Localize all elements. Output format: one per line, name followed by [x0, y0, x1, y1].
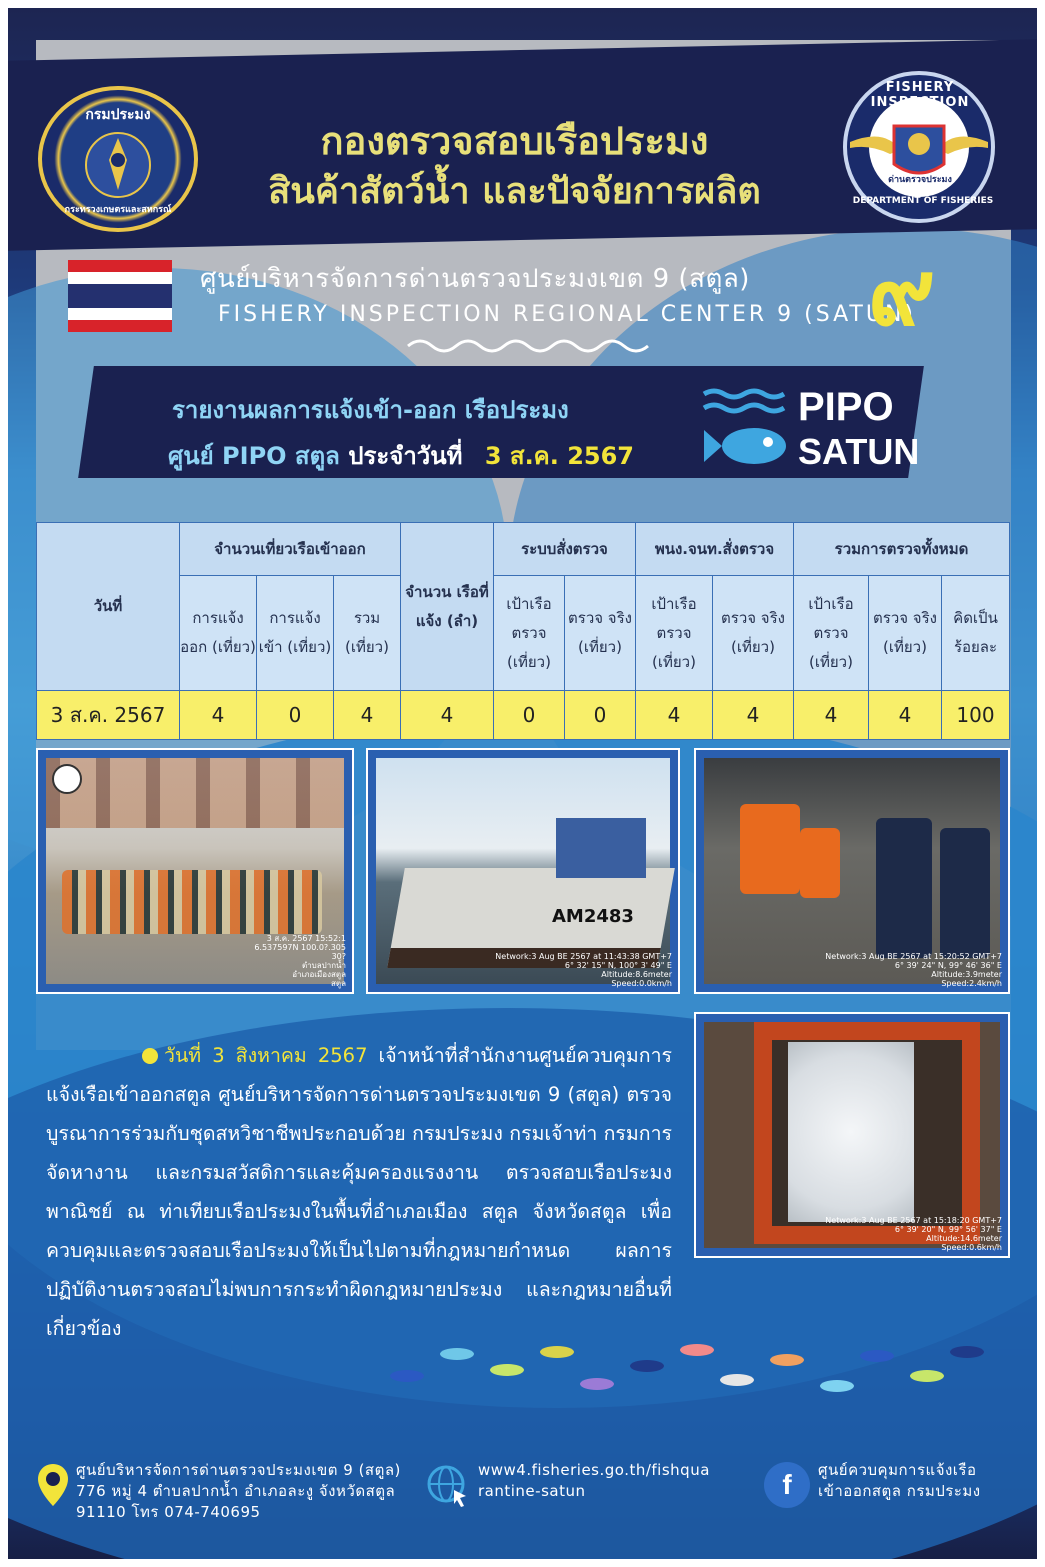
fish-icon — [770, 1354, 804, 1366]
col-header-trips-in: การแจ้ง เข้า (เที่ยว) — [257, 576, 334, 691]
footer-address — [76, 1460, 401, 1523]
col-header-percent: คิดเป็น ร้อยละ — [942, 576, 1010, 691]
thai-flag-icon — [68, 260, 172, 332]
footer — [0, 1414, 1045, 1567]
fish-icon — [720, 1374, 754, 1386]
col-header-system-target: เป้าเรือ ตรวจ (เที่ยว) — [494, 576, 565, 691]
report-description-text: เจ้าหน้าที่สำนักงานศูนย์ควบคุมการแจ้งเรือเข้าออกสตูล ศูนย์บริหารจัดการด่านตรวจประมงเขต 9 (สตูล) ตรวจบูรณาการร่วมกับชุดสหวิชาชีพประกอบด้วย กรมประมง กรมเจ้าท่า กรมการจัดหางาน และกรมสวัสดิการและคุ้มครองแรงงาน ตรวจสอบเรือประมงพาณิชย์ ณ ท่าเทียบเรือประมงในพื้นที่อำเภอเมือง สตูล จังหวัดสตูล เพื่อควบคุมและตรวจสอบเรือประมงให้เป็นไปตามที่กฎหมายกำหนด ผลการปฏิบัติงานตรวจสอบไม่พบการกระทำผิดกฎหมายประมง และกฎหมายอื่นที่เกี่ยวข้อง — [46, 1044, 672, 1340]
website-globe-icon — [426, 1464, 470, 1508]
footer-address-line3: 91110 โทร 074-740695 — [76, 1503, 261, 1521]
cell-officer-target: 4 — [636, 691, 713, 740]
seal-top-text: กรมประมง — [85, 107, 151, 123]
wave-divider-icon — [406, 336, 656, 356]
fish-logo-icon — [700, 384, 792, 476]
seal-bottom-text: กระทรวงเกษตรและสหกรณ์ — [64, 205, 172, 215]
col-header-trips-out: การแจ้ง ออก (เที่ยว) — [180, 576, 257, 691]
fish-icon — [860, 1350, 894, 1362]
col-header-officer-target: เป้าเรือ ตรวจ (เที่ยว) — [636, 576, 713, 691]
footer-website[interactable] — [478, 1460, 710, 1502]
satun-logo-text: SATUN — [798, 431, 920, 472]
location-pin-icon — [36, 1462, 70, 1508]
pipo-logo-text: PIPO — [798, 385, 894, 429]
bullet-icon — [142, 1048, 158, 1064]
region-numeral-text: ๙ — [868, 238, 936, 346]
facebook-icon — [762, 1460, 812, 1510]
footer-address-line2: 776 หมู่ 4 ตำบลปากน้ำ อำเภอละงู จังหวัดสตูล — [76, 1482, 396, 1500]
report-description-date: วันที่ 3 สิงหาคม 2567 — [164, 1044, 368, 1067]
fish-icon — [680, 1344, 714, 1356]
badge-center-text: ด่านตรวจประมง — [888, 175, 952, 185]
page-title-line2: สินค้าสัตว์น้ำ และปัจจัยการผลิต — [268, 171, 761, 212]
fish-icon — [580, 1378, 614, 1390]
col-header-all-actual: ตรวจ จริง (เที่ยว) — [869, 576, 942, 691]
svg-text:f: f — [782, 1469, 792, 1500]
report-subtitle — [168, 436, 634, 475]
photo-document-inspection-image — [704, 758, 1000, 984]
cell-trips-out: 4 — [180, 691, 257, 740]
cell-system-target: 0 — [494, 691, 565, 740]
footer-facebook[interactable] — [818, 1460, 981, 1502]
pipo-satun-logo — [700, 384, 920, 476]
cell-officer-actual: 4 — [713, 691, 794, 740]
photo-crew-group — [36, 748, 354, 994]
photo-fishing-vessel-image — [376, 758, 670, 984]
group-header-system: ระบบสั่งตรวจ — [494, 523, 636, 576]
photo-document-inspection — [694, 748, 1010, 994]
fish-icon — [630, 1360, 664, 1372]
cell-system-actual: 0 — [565, 691, 636, 740]
fish-icon — [440, 1348, 474, 1360]
page-title-line1: กองตรวจสอบเรือประมง — [320, 119, 709, 163]
photo-document-inspection-stamp: Network:3 Aug BE 2567 at 15:20:52 GMT+7 6° 39' 24" N, 99° 46' 36" E Altitude:3.9meter Speed:2.4km/h — [825, 952, 1002, 988]
cell-all-target: 4 — [794, 691, 869, 740]
fish-icon — [950, 1346, 984, 1358]
cell-percent: 100 — [942, 691, 1010, 740]
col-header-boats: จำนวน เรือที่ แจ้ง (ลำ) — [401, 523, 494, 691]
fish-school-decoration — [380, 1340, 1020, 1420]
col-header-officer-actual: ตรวจ จริง (เที่ยว) — [713, 576, 794, 691]
cell-date: 3 ส.ค. 2567 — [37, 691, 180, 740]
col-header-system-actual: ตรวจ จริง (เที่ยว) — [565, 576, 636, 691]
center-name-thai: ศูนย์บริหารจัดการด่านตรวจประมงเขต 9 (สตูล) — [200, 264, 750, 294]
badge-side-text: DEPARTMENT OF FISHERIES — [852, 196, 994, 206]
badge-top-text: FISHERY INSPECTION — [870, 80, 970, 110]
col-header-date: วันที่ — [37, 523, 180, 691]
footer-address-line1: ศูนย์บริหารจัดการด่านตรวจประมงเขต 9 (สตูล) — [76, 1461, 401, 1479]
photo-fish-hold — [694, 1012, 1010, 1258]
photo-fishing-vessel — [366, 748, 680, 994]
cell-trips-in: 0 — [257, 691, 334, 740]
center-name-english: FISHERY INSPECTION REGIONAL CENTER 9 (SATUN) — [218, 302, 916, 327]
fish-icon — [820, 1380, 854, 1392]
footer-facebook-line1: ศูนย์ควบคุมการแจ้งเรือ — [818, 1461, 977, 1479]
fish-icon — [490, 1364, 524, 1376]
photo-fish-hold-stamp: Network:3 Aug BE 2567 at 15:18:20 GMT+7 6° 39' 20" N, 99° 56' 37" E Altitude:14.6meter Speed:0.6km/h — [825, 1216, 1002, 1252]
inspection-stats-table — [36, 522, 1010, 740]
report-title: รายงานผลการแจ้งเข้า-ออก เรือประมง — [172, 396, 569, 424]
report-center-name: ศูนย์ PIPO สตูล — [168, 442, 340, 470]
group-header-officer: พนง.จนท.สั่งตรวจ — [636, 523, 794, 576]
cell-all-actual: 4 — [869, 691, 942, 740]
photo-crew-group-stamp: 3 ส.ค. 2567 15:52:1 6.537597N 100.0?.305 30? ตำบลปากน้ำ อำเภอเมืองสตูล สตูล — [254, 934, 346, 988]
report-date-label: ประจำวันที่ — [348, 442, 463, 470]
photo-fish-hold-image — [704, 1022, 1000, 1248]
group-header-all: รวมการตรวจทั้งหมด — [794, 523, 1010, 576]
vessel-hull-number: AM2483 — [552, 906, 634, 927]
footer-website-line2: rantine-satun — [478, 1482, 586, 1500]
photo-fishing-vessel-stamp: Network:3 Aug BE 2567 at 11:43:38 GMT+7 6° 32' 15" N, 100° 3' 49" E Altitude:8.6meter Speed:0.0km/h — [495, 952, 672, 988]
report-description — [46, 1036, 672, 1348]
footer-website-line1: www4.fisheries.go.th/fishqua — [478, 1461, 710, 1479]
fish-icon — [390, 1370, 424, 1382]
group-header-trips: จำนวนเที่ยวเรือเข้าออก — [180, 523, 401, 576]
footer-facebook-line2: เข้าออกสตูล กรมประมง — [818, 1482, 981, 1500]
table-row — [37, 691, 1010, 740]
cell-trips-total: 4 — [334, 691, 401, 740]
fish-icon — [540, 1346, 574, 1358]
region-numeral — [868, 238, 958, 346]
fish-icon — [910, 1370, 944, 1382]
cell-boats: 4 — [401, 691, 494, 740]
report-date: 3 ส.ค. 2567 — [484, 442, 635, 470]
col-header-trips-total: รวม (เที่ยว) — [334, 576, 401, 691]
col-header-all-target: เป้าเรือ ตรวจ (เที่ยว) — [794, 576, 869, 691]
